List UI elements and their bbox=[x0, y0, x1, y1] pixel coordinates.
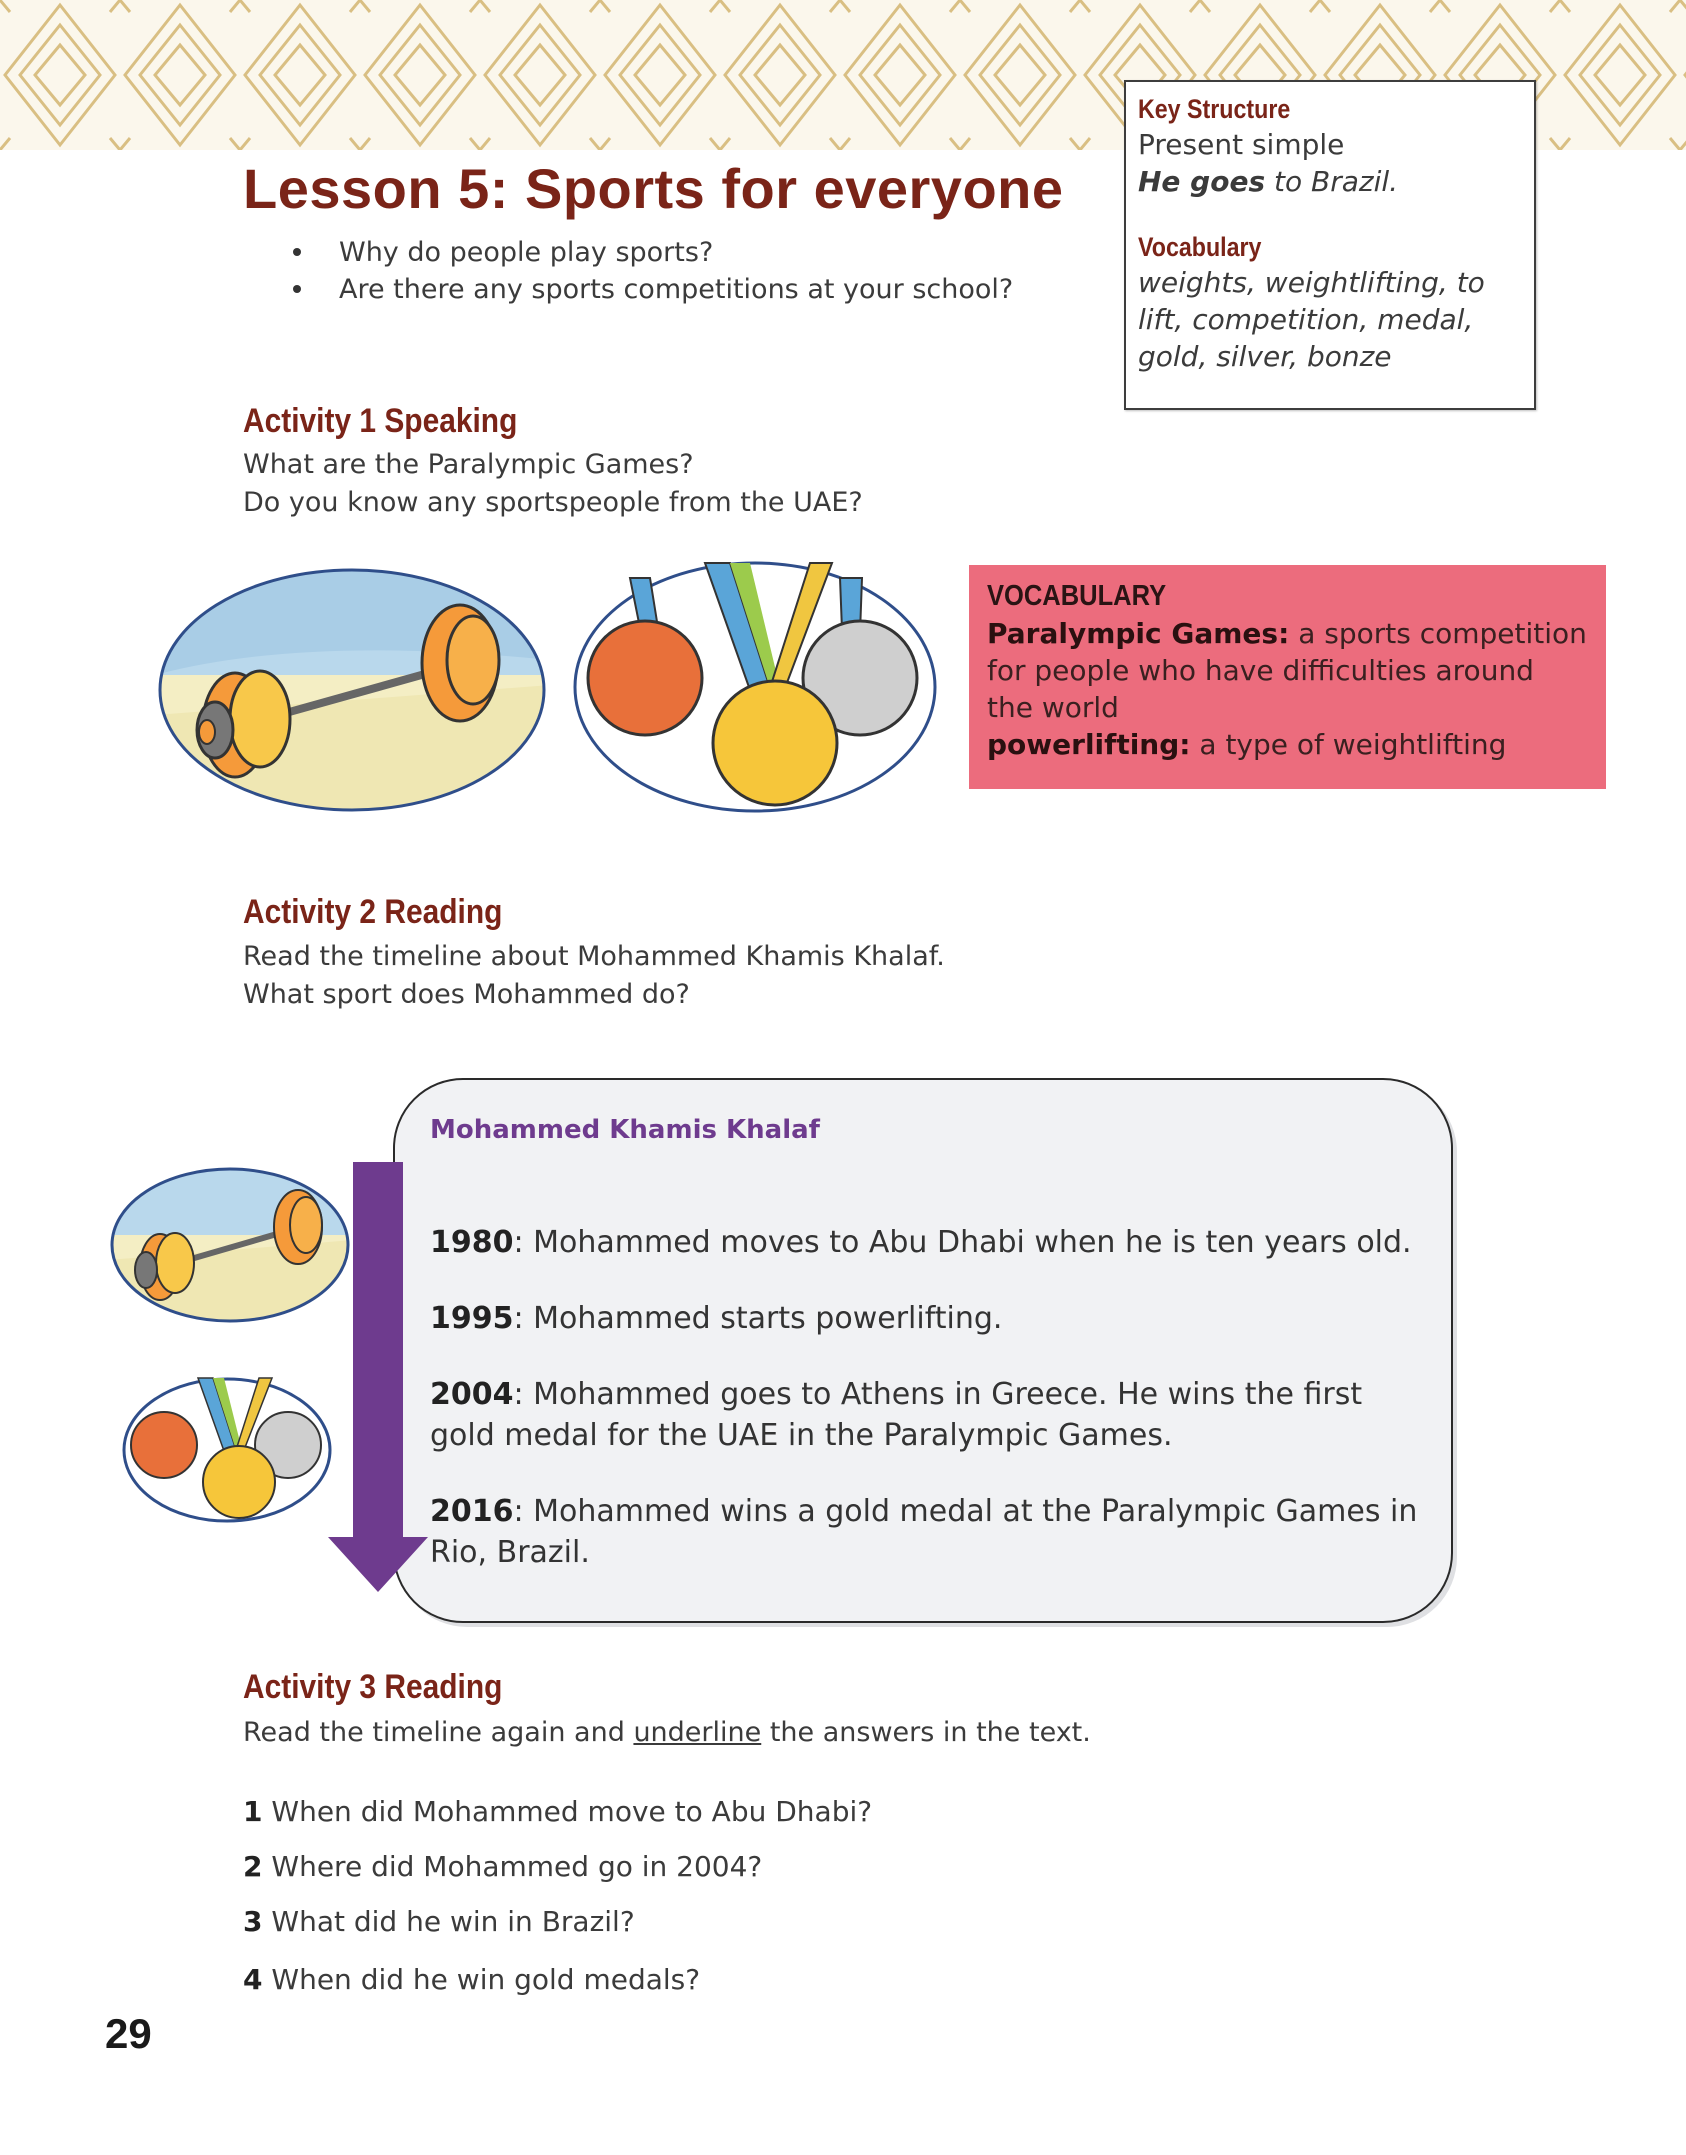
vocab-definition: a type of weightlifting bbox=[1190, 728, 1507, 761]
vocab-line: lift, competition, medal, bbox=[1138, 303, 1474, 336]
medals-illustration bbox=[570, 558, 940, 816]
vocab-line: weights, weightlifting, to bbox=[1138, 266, 1485, 299]
activity1-line: Do you know any sportspeople from the UAE? bbox=[243, 487, 863, 518]
question-item bbox=[243, 1963, 700, 1996]
activity2-heading: Activity 2 Reading bbox=[243, 893, 503, 931]
vocab-definition-line: the world bbox=[987, 691, 1119, 724]
question-number: 2 bbox=[243, 1850, 263, 1883]
timeline-text: : Mohammed starts powerlifting. bbox=[513, 1301, 1003, 1336]
timeline-text: : Mohammed goes to Athens in Greece. He wins the first gold medal for the UAE in the Paralympic Games. bbox=[430, 1377, 1363, 1453]
question-text: Where did Mohammed go in 2004? bbox=[262, 1850, 763, 1883]
timeline-year: 2004 bbox=[430, 1377, 514, 1412]
activity1-line: What are the Paralympic Games? bbox=[243, 449, 694, 480]
vocab-definition: a sports competition bbox=[1289, 617, 1587, 650]
instr-text: Read the timeline again and bbox=[243, 1717, 634, 1748]
timeline-text: : Mohammed wins a gold medal at the Paralympic Games in Rio, Brazil. bbox=[430, 1494, 1418, 1570]
key-structure-heading: Key Structure bbox=[1138, 94, 1291, 124]
intro-question: Why do people play sports? bbox=[285, 234, 1013, 271]
timeline-year: 1995 bbox=[430, 1301, 514, 1336]
instr-text: the answers in the text. bbox=[761, 1717, 1091, 1748]
activity1-heading: Activity 1 Speaking bbox=[243, 402, 518, 440]
example-bold: He goes bbox=[1138, 165, 1266, 198]
barbell-small-illustration bbox=[108, 1165, 353, 1325]
intro-questions bbox=[285, 234, 1013, 308]
timeline-entry bbox=[430, 1298, 1430, 1339]
example-rest: to Brazil. bbox=[1265, 165, 1399, 198]
activity2-line: Read the timeline about Mohammed Khamis Khalaf. bbox=[243, 941, 945, 972]
question-number: 3 bbox=[243, 1905, 263, 1938]
key-structure-name: Present simple bbox=[1138, 128, 1345, 161]
timeline-year: 2016 bbox=[430, 1494, 514, 1529]
question-text: When did Mohammed move to Abu Dhabi? bbox=[262, 1795, 873, 1828]
instr-underline: underline bbox=[633, 1717, 762, 1748]
activity2-line: What sport does Mohammed do? bbox=[243, 979, 690, 1010]
timeline-text: : Mohammed moves to Abu Dhabi when he is ten years old. bbox=[513, 1225, 1412, 1260]
page-number: 29 bbox=[105, 2010, 152, 2057]
vocabulary-heading: Vocabulary bbox=[1138, 232, 1262, 262]
vocab-line: gold, silver, bonze bbox=[1138, 340, 1392, 373]
key-structure-example bbox=[1138, 163, 1522, 200]
vocab-term: powerlifting: bbox=[987, 728, 1191, 761]
key-structure-box bbox=[1124, 80, 1536, 410]
timeline-entry bbox=[430, 1374, 1390, 1456]
vocab-definition-line: for people who have difficulties around bbox=[987, 654, 1534, 687]
timeline-title: Mohammed Khamis Khalaf bbox=[430, 1115, 820, 1145]
question-number: 4 bbox=[243, 1963, 263, 1996]
question-item bbox=[243, 1795, 872, 1828]
question-text: What did he win in Brazil? bbox=[262, 1905, 635, 1938]
vocab-term: Paralympic Games: bbox=[987, 617, 1290, 650]
timeline-entry bbox=[430, 1491, 1430, 1573]
timeline-year: 1980 bbox=[430, 1225, 514, 1260]
intro-question: Are there any sports competitions at your school? bbox=[285, 271, 1013, 308]
vocab-definition-line bbox=[987, 615, 1588, 652]
activity3-instructions bbox=[243, 1714, 1091, 1751]
question-item bbox=[243, 1850, 762, 1883]
question-item bbox=[243, 1905, 635, 1938]
vocab-definition-line bbox=[987, 726, 1588, 763]
vocabulary-box-heading: VOCABULARY bbox=[987, 580, 1167, 612]
question-text: When did he win gold medals? bbox=[262, 1963, 701, 1996]
timeline-arrow-icon bbox=[328, 1162, 428, 1592]
activity3-heading: Activity 3 Reading bbox=[243, 1668, 503, 1706]
medals-small-illustration bbox=[120, 1375, 335, 1525]
vocabulary-box bbox=[969, 565, 1606, 789]
question-number: 1 bbox=[243, 1795, 263, 1828]
barbell-illustration bbox=[155, 565, 550, 815]
lesson-title: Lesson 5: Sports for everyone bbox=[243, 157, 1064, 220]
timeline-entry bbox=[430, 1222, 1430, 1263]
